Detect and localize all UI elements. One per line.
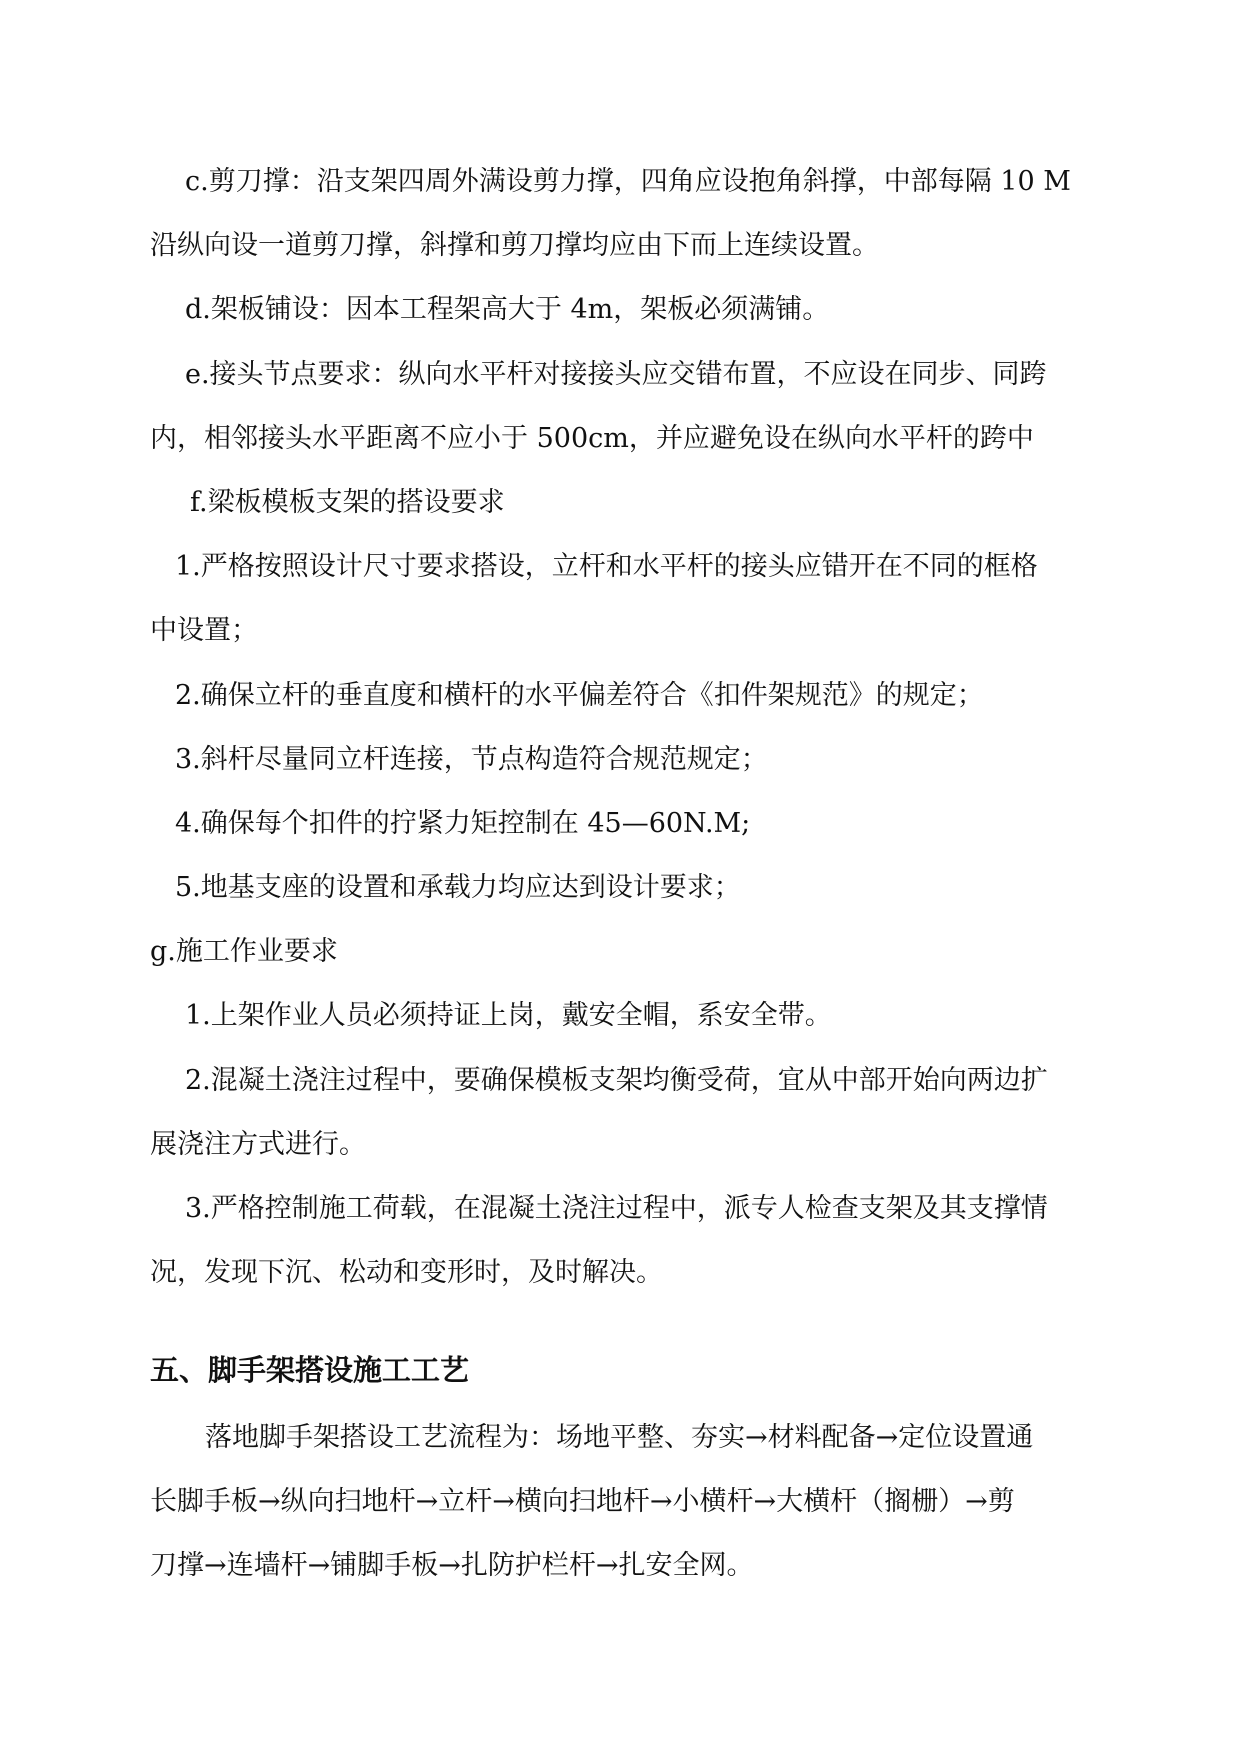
item-c-line-2: 沿纵向设一道剪刀撑，斜撑和剪刀撑均应由下而上连续设置。 <box>150 230 879 261</box>
item-g3-line-1: 3.严格控制施工荷载，在混凝土浇注过程中，派专人检查支架及其支撑情 <box>185 1193 1048 1224</box>
item-g2-line-1: 2.混凝土浇注过程中，要确保模板支架均衡受荷，宜从中部开始向两边扩 <box>185 1065 1048 1096</box>
section-5-line-3: 刀撑→连墙杆→铺脚手板→扎防护栏杆→扎安全网。 <box>150 1550 754 1581</box>
section-5-line-1: 落地脚手架搭设工艺流程为：场地平整、夯实→材料配备→定位设置通 <box>205 1422 1034 1453</box>
item-f5: 5.地基支座的设置和承载力均应达到设计要求； <box>175 872 741 903</box>
item-d-line-1: d.架板铺设：因本工程架高大于 4m，架板必须满铺。 <box>185 294 830 325</box>
item-g2-line-2: 展浇注方式进行。 <box>150 1129 366 1160</box>
item-e-line-1: e.接头节点要求：纵向水平杆对接接头应交错布置，不应设在同步、同跨 <box>185 359 1047 390</box>
section-5-line-2: 长脚手板→纵向扫地杆→立杆→横向扫地杆→小横杆→大横杆（搁栅）→剪 <box>150 1486 1015 1517</box>
item-f2: 2.确保立杆的垂直度和横杆的水平偏差符合《扣件架规范》的规定； <box>175 680 984 711</box>
item-f1-line-1: 1.严格按照设计尺寸要求搭设，立杆和水平杆的接头应错开在不同的框格 <box>175 551 1038 582</box>
item-c-line-1: c.剪刀撑：沿支架四周外满设剪力撑，四角应设抱角斜撑，中部每隔 10 M <box>185 166 1071 197</box>
item-g3-line-2: 况，发现下沉、松动和变形时，及时解决。 <box>150 1257 663 1288</box>
item-e-line-2: 内，相邻接头水平距离不应小于 500cm，并应避免设在纵向水平杆的跨中 <box>150 423 1034 454</box>
item-g-title: g.施工作业要求 <box>150 936 338 967</box>
item-f4: 4.确保每个扣件的拧紧力矩控制在 45—60N.M; <box>175 808 751 839</box>
item-f-title: f.梁板模板支架的搭设要求 <box>190 487 505 518</box>
section-5-heading: 五、脚手架搭设施工工艺 <box>150 1353 470 1387</box>
item-g1: 1.上架作业人员必须持证上岗，戴安全帽，系安全带。 <box>185 1000 832 1031</box>
item-f3: 3.斜杆尽量同立杆连接，节点构造符合规范规定； <box>175 744 768 775</box>
item-f1-line-2: 中设置； <box>150 615 258 646</box>
